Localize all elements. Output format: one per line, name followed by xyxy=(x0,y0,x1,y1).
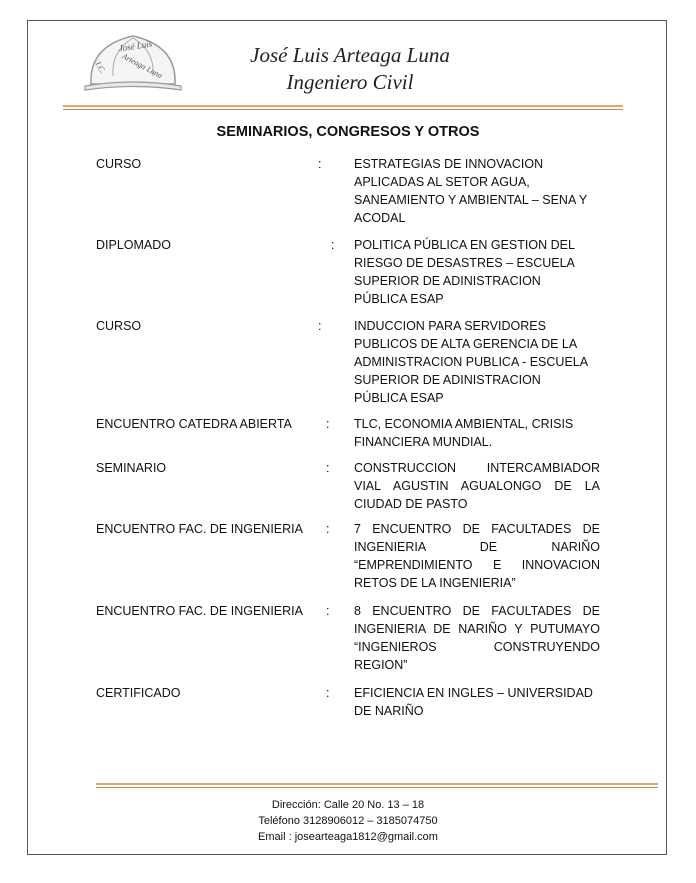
entry-line: VIAL AGUSTIN AGUALONGO DE LA xyxy=(354,479,600,493)
entry-colon: : xyxy=(326,417,330,431)
entry-line: ADMINISTRACION PUBLICA - ESCUELA xyxy=(354,355,589,369)
entry-line: DE NARIÑO xyxy=(354,704,424,718)
entry-line: 8 ENCUENTRO DE FACULTADES DE xyxy=(354,604,600,618)
entry-line: INGENIERIA DE NARIÑO xyxy=(354,540,600,554)
footer-divider-thin xyxy=(96,787,658,788)
entry-type: CURSO xyxy=(96,157,142,171)
entry-line: CIUDAD DE PASTO xyxy=(354,497,468,511)
entry-line: “INGENIEROS CONSTRUYENDO xyxy=(354,640,600,654)
entry-line: PUBLICOS DE ALTA GERENCIA DE LA xyxy=(354,337,578,351)
entry-item xyxy=(96,155,606,236)
entry-line: PÚBLICA ESAP xyxy=(354,292,444,306)
logo-text-bottom: Arteaga Luna xyxy=(120,51,164,81)
entries-list xyxy=(96,155,606,724)
entry-line: RETOS DE LA INGENIERIA” xyxy=(354,576,516,590)
entry-item xyxy=(96,520,606,602)
entry-colon: : xyxy=(331,238,335,252)
entry-line: SUPERIOR DE ADINISTRACION xyxy=(354,274,541,288)
footer-email: Email : josearteaga1812@gmail.com xyxy=(258,831,438,843)
entry-colon: : xyxy=(326,461,330,475)
entry-type: CERTIFICADO xyxy=(96,686,181,700)
entry-type: ENCUENTRO FAC. DE INGENIERIA xyxy=(96,604,303,618)
entry-line: INDUCCION PARA SERVIDORES xyxy=(354,319,546,333)
entry-colon: : xyxy=(318,157,322,171)
entry-line: EFICIENCIA EN INGLES – UNIVERSIDAD xyxy=(354,686,593,700)
entry-colon: : xyxy=(326,686,330,700)
entry-description xyxy=(354,415,600,451)
entry-item xyxy=(96,459,606,520)
footer-divider xyxy=(96,783,658,785)
entry-colon: : xyxy=(326,604,330,618)
entry-line: 7 ENCUENTRO DE FACULTADES DE xyxy=(354,522,600,536)
footer-phone: Teléfono 3128906012 – 3185074750 xyxy=(258,815,438,827)
entry-description xyxy=(354,520,600,592)
entry-line: CONSTRUCCION INTERCAMBIADOR xyxy=(354,461,600,475)
entry-description xyxy=(354,459,600,513)
entry-line: PÚBLICA ESAP xyxy=(354,391,444,405)
entry-description xyxy=(354,236,600,308)
entry-item xyxy=(96,602,606,684)
entry-item xyxy=(96,684,606,724)
entry-type: ENCUENTRO CATEDRA ABIERTA xyxy=(96,417,292,431)
entry-line: SANEAMIENTO Y AMBIENTAL – SENA Y xyxy=(354,193,588,207)
logo-text-left: I.C. xyxy=(93,60,108,75)
logo-text-top: José Luis xyxy=(117,38,153,54)
entry-description xyxy=(354,155,600,227)
entry-colon: : xyxy=(318,319,322,333)
entry-line: TLC, ECONOMIA AMBIENTAL, CRISIS xyxy=(354,417,574,431)
section-title: SEMINARIOS, CONGRESOS Y OTROS xyxy=(216,124,480,140)
entry-colon: : xyxy=(326,522,330,536)
entry-description xyxy=(354,317,600,407)
entry-item xyxy=(96,317,606,415)
footer-address: Dirección: Calle 20 No. 13 – 18 xyxy=(271,799,425,811)
entry-line: ESTRATEGIAS DE INNOVACION xyxy=(354,157,544,171)
header-divider xyxy=(63,105,623,107)
header-title: Ingeniero Civil xyxy=(286,70,414,94)
entry-description xyxy=(354,602,600,674)
hard-hat-logo xyxy=(83,26,183,96)
entry-type: ENCUENTRO FAC. DE INGENIERIA xyxy=(96,522,303,536)
entry-type: CURSO xyxy=(96,319,142,333)
entry-type: DIPLOMADO xyxy=(96,238,172,252)
header-name: José Luis Arteaga Luna xyxy=(250,43,450,67)
entry-line: “EMPRENDIMIENTO E INNOVACION xyxy=(354,558,600,572)
entry-line: RIESGO DE DESASTRES – ESCUELA xyxy=(354,256,575,270)
entry-line: POLITICA PÚBLICA EN GESTION DEL xyxy=(354,238,575,252)
entry-item xyxy=(96,415,606,459)
entry-line: REGION” xyxy=(354,658,408,672)
entry-line: FINANCIERA MUNDIAL. xyxy=(354,435,493,449)
entry-line: SUPERIOR DE ADINISTRACION xyxy=(354,373,541,387)
entry-type: SEMINARIO xyxy=(96,461,167,475)
entry-description xyxy=(354,684,600,720)
entry-item xyxy=(96,236,606,317)
entry-line: INGENIERIA DE NARIÑO Y PUTUMAYO xyxy=(354,622,600,636)
entry-line: APLICADAS AL SETOR AGUA, xyxy=(354,175,530,189)
header-divider-thin xyxy=(63,109,623,110)
entry-line: ACODAL xyxy=(354,211,406,225)
